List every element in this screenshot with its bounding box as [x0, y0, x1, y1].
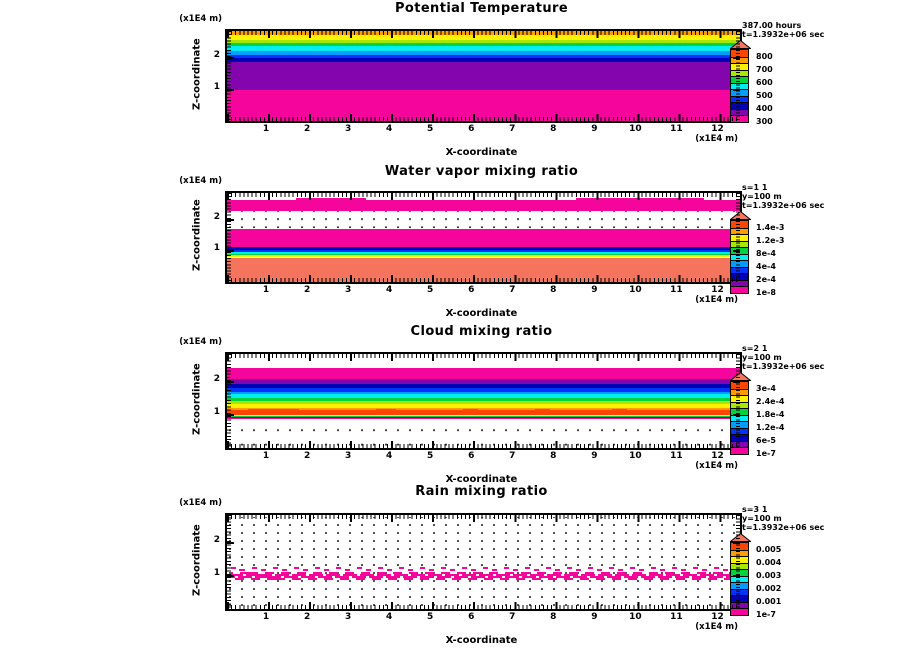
y-minor-ticks-right: [736, 515, 740, 609]
y-axis-unit-label: (x1E4 m): [179, 176, 222, 186]
y-major-tick-left: [227, 57, 234, 59]
colorbar-label: 1.2e-4: [756, 422, 785, 432]
colorbar-label: 0.005: [756, 544, 782, 554]
legend-header-line: t=1.3932e+06 sec: [742, 201, 825, 210]
x-tick-label: 10: [629, 124, 642, 134]
colorbar-label: 600: [756, 77, 773, 87]
panel-title: Cloud mixing ratio: [410, 324, 553, 339]
colorbar-label: 1.8e-4: [756, 409, 785, 419]
contour-band-yellow: [227, 415, 740, 416]
x-tick-label: 2: [303, 285, 311, 295]
contour-band-cyan: [227, 394, 740, 398]
contour-band-navy: [227, 247, 740, 250]
y-major-tick-left: [227, 89, 234, 91]
legend-header-line: t=1.3932e+06 sec: [742, 30, 825, 39]
y-major-tick-left: [227, 219, 234, 221]
y-minor-ticks-left: [227, 193, 231, 282]
x-tick-label: 2: [303, 451, 311, 461]
contour-band-green: [227, 398, 740, 401]
y-axis-unit-label: (x1E4 m): [179, 337, 222, 347]
y-major-tick-right: [733, 414, 740, 416]
x-tick-label: 3: [344, 451, 352, 461]
colorbar-label: 2.4e-4: [756, 396, 785, 406]
x-tick-label: 11: [670, 612, 683, 622]
colorbar-label: 8e-4: [756, 248, 776, 258]
y-major-tick-right: [733, 542, 740, 544]
y-minor-ticks-right: [736, 31, 740, 121]
x-major-ticks-top: [227, 515, 740, 522]
plot-area: [225, 513, 742, 611]
x-major-ticks-bottom: [227, 275, 740, 282]
contour-band-green: [227, 254, 740, 256]
x-tick-label: 3: [344, 612, 352, 622]
y-major-tick-right: [733, 575, 740, 577]
y-axis-unit-label: (x1E4 m): [179, 14, 222, 24]
grid-dots: [227, 517, 740, 607]
x-tick-label: 8: [550, 612, 557, 622]
colorbar-label: 1e-7: [756, 448, 776, 458]
contour-band-blue: [227, 55, 740, 58]
colorbar-label: 0.002: [756, 583, 782, 593]
y-major-tick-left: [227, 250, 234, 252]
y-minor-ticks-left: [227, 31, 231, 121]
y-tick-label: 2: [213, 535, 220, 546]
legend: [730, 183, 904, 297]
y-major-tick-left: [227, 381, 234, 383]
x-tick-label: 6: [468, 285, 475, 295]
colorbar-label: 1.4e-3: [756, 222, 785, 232]
y-major-tick-right: [733, 250, 740, 252]
x-major-ticks-top: [227, 354, 740, 361]
colorbar-label: 0.001: [756, 596, 782, 606]
plot-area: [225, 29, 742, 123]
colorbar-label: 4e-4: [756, 261, 776, 271]
colorbar-label: 0.004: [756, 557, 782, 567]
legend: [730, 505, 904, 619]
x-tick-label: 11: [670, 285, 683, 295]
colorbar-label: 800: [756, 51, 773, 61]
contour-band-green: [227, 43, 740, 47]
panel-potential-temperature: [0, 0, 904, 163]
contour-band-navy: [227, 58, 740, 62]
contour-band-redorange: [535, 409, 550, 410]
x-tick-label: 12: [711, 285, 724, 295]
legend-header-line: y=100 m: [742, 192, 782, 201]
panel-title: Potential Temperature: [394, 1, 569, 16]
y-tick-label: 2: [213, 211, 220, 222]
y-tick-label: 1: [213, 407, 220, 418]
contour-band-purple: [227, 62, 740, 89]
legend-header-line: s=3 1: [742, 505, 768, 514]
colorbar-label: 1e-7: [756, 609, 776, 619]
x-tick-label: 5: [427, 124, 434, 134]
legend-header-line: y=100 m: [742, 514, 782, 523]
contour-band-blue: [227, 250, 740, 252]
x-major-ticks-top: [227, 193, 740, 200]
colorbar-label: 500: [756, 90, 773, 100]
y-major-tick-right: [733, 89, 740, 91]
contour-band-orange: [227, 408, 740, 410]
contour-band-sky: [227, 51, 740, 55]
panel-title: Water vapor mixing ratio: [384, 164, 579, 179]
x-tick-label: 8: [550, 451, 557, 461]
x-tick-label: 3: [344, 124, 352, 134]
x-tick-label: 1: [262, 451, 270, 461]
x-tick-label: 9: [591, 451, 598, 461]
colorbar-label: 3e-4: [756, 383, 776, 393]
y-major-tick-left: [227, 575, 234, 577]
x-tick-label: 4: [386, 612, 393, 622]
colorbar-band-magenta: [731, 286, 748, 293]
legend-header-line: t=1.3932e+06 sec: [742, 362, 825, 371]
x-axis-label: X-coordinate: [445, 635, 518, 646]
y-minor-ticks-left: [227, 515, 231, 609]
plot-area: [225, 191, 742, 284]
contour-band-cyan: [227, 46, 740, 50]
x-major-ticks-bottom: [227, 114, 740, 121]
legend: [730, 21, 904, 126]
y-minor-ticks-left: [227, 354, 231, 448]
y-tick-label: 1: [213, 568, 220, 579]
y-minor-ticks-right: [736, 354, 740, 448]
x-tick-label: 2: [303, 612, 311, 622]
contour-band-navy: [227, 384, 740, 388]
y-major-tick-right: [733, 57, 740, 59]
contour-band-redorange: [376, 409, 397, 410]
legend-header-line: y=100 m: [742, 353, 782, 362]
contour-band-redorange: [463, 409, 478, 410]
legend-header-line: s=2 1: [742, 344, 768, 353]
contour-band-redorange: [248, 409, 299, 410]
contour-band-redorange: [612, 409, 627, 410]
y-axis-label: Z-coordinate: [191, 524, 203, 596]
x-tick-label: 9: [591, 612, 598, 622]
rain-contour-row: [231, 578, 736, 580]
contour-band-chartreuse: [227, 40, 740, 43]
x-tick-label: 5: [427, 612, 434, 622]
x-tick-label: 12: [711, 612, 724, 622]
x-major-ticks-bottom: [227, 441, 740, 448]
x-major-ticks-top: [227, 31, 740, 38]
colorbar-label: 1e-8: [756, 287, 776, 297]
x-tick-label: 10: [629, 451, 642, 461]
y-major-tick-right: [733, 381, 740, 383]
contour-band-chartreuse: [227, 401, 740, 403]
contour-band-yellow: [227, 404, 740, 408]
x-tick-label: 8: [550, 285, 557, 295]
contour-band-magenta: [227, 200, 740, 211]
colorbar-overflow-triangle: [730, 372, 751, 381]
y-major-tick-right: [733, 219, 740, 221]
y-axis-label: Z-coordinate: [191, 363, 203, 435]
colorbar-overflow-triangle: [730, 40, 751, 49]
x-tick-label: 6: [468, 124, 475, 134]
contour-band-magenta: [227, 368, 740, 379]
contour-band-yellow: [227, 255, 740, 257]
x-axis-unit-label: (x1E4 m): [695, 461, 738, 471]
contour-band-magenta: [227, 418, 740, 419]
contour-band-cyan: [227, 416, 740, 417]
y-major-tick-left: [227, 414, 234, 416]
x-tick-label: 11: [670, 451, 683, 461]
x-tick-label: 10: [629, 612, 642, 622]
y-minor-ticks-right: [736, 193, 740, 282]
y-major-tick-left: [227, 542, 234, 544]
colorbar-overflow-triangle: [730, 533, 751, 542]
x-major-ticks-bottom: [227, 602, 740, 609]
colorbar-label: 300: [756, 116, 773, 126]
x-axis-unit-label: (x1E4 m): [695, 134, 738, 144]
x-tick-label: 9: [591, 124, 598, 134]
colorbar-label: 0.003: [756, 570, 782, 580]
x-tick-label: 3: [344, 285, 352, 295]
legend-header-line: s=1 1: [742, 183, 768, 192]
contour-band-cyan: [227, 252, 740, 254]
x-tick-label: 8: [550, 124, 557, 134]
panel-cloud-mixing-ratio: [0, 323, 904, 483]
x-tick-label: 10: [629, 285, 642, 295]
contour-band-green: [227, 416, 740, 417]
panel-rain-mixing-ratio: [0, 483, 904, 654]
y-axis-label: Z-coordinate: [191, 199, 203, 272]
colorbar-label: 6e-5: [756, 435, 776, 445]
x-tick-label: 12: [711, 451, 724, 461]
contour-band-sky: [227, 392, 740, 395]
x-tick-label: 4: [386, 285, 393, 295]
x-tick-label: 7: [509, 612, 516, 622]
grid-dots: [227, 211, 740, 227]
x-axis-label: X-coordinate: [445, 474, 518, 485]
x-tick-label: 6: [468, 612, 475, 622]
x-tick-label: 2: [303, 124, 311, 134]
x-tick-label: 11: [670, 124, 683, 134]
y-axis-label: Z-coordinate: [191, 38, 203, 110]
x-axis-label: X-coordinate: [445, 308, 518, 319]
rain-contour-row: [231, 569, 736, 571]
x-tick-label: 12: [711, 124, 724, 134]
legend: [730, 344, 904, 458]
x-tick-label: 1: [262, 612, 270, 622]
plot-area: [225, 352, 742, 450]
contour-band-magenta: [227, 229, 740, 248]
contour-band-blue: [227, 388, 740, 392]
y-tick-label: 2: [213, 374, 220, 385]
x-tick-label: 6: [468, 451, 475, 461]
panel-water-vapor-mixing-ratio: [0, 163, 904, 323]
x-tick-label: 9: [591, 285, 598, 295]
contour-band-purple: [227, 379, 740, 384]
colorbar-label: 2e-4: [756, 274, 776, 284]
x-tick-label: 1: [262, 124, 270, 134]
x-tick-label: 7: [509, 124, 516, 134]
x-tick-label: 1: [262, 285, 270, 295]
legend-header-line: 387.00 hours: [742, 21, 802, 30]
x-axis-label: X-coordinate: [445, 147, 518, 158]
x-tick-label: 4: [386, 451, 393, 461]
colorbar-label: 1.2e-3: [756, 235, 785, 245]
y-tick-label: 1: [213, 242, 220, 253]
y-tick-label: 2: [213, 50, 220, 61]
legend-header-line: t=1.3932e+06 sec: [742, 523, 825, 532]
x-tick-label: 7: [509, 285, 516, 295]
panel-title: Rain mixing ratio: [415, 484, 548, 499]
contour-band-redorange: [227, 410, 740, 415]
x-tick-label: 5: [427, 451, 434, 461]
x-tick-label: 7: [509, 451, 516, 461]
colorbar-label: 400: [756, 103, 773, 113]
x-tick-label: 5: [427, 285, 434, 295]
contour-band-blue: [227, 417, 740, 418]
colorbar-label: 700: [756, 64, 773, 74]
y-axis-unit-label: (x1E4 m): [179, 498, 222, 508]
x-axis-unit-label: (x1E4 m): [695, 622, 738, 632]
y-tick-label: 1: [213, 81, 220, 92]
x-tick-label: 4: [386, 124, 393, 134]
x-axis-unit-label: (x1E4 m): [695, 295, 738, 305]
